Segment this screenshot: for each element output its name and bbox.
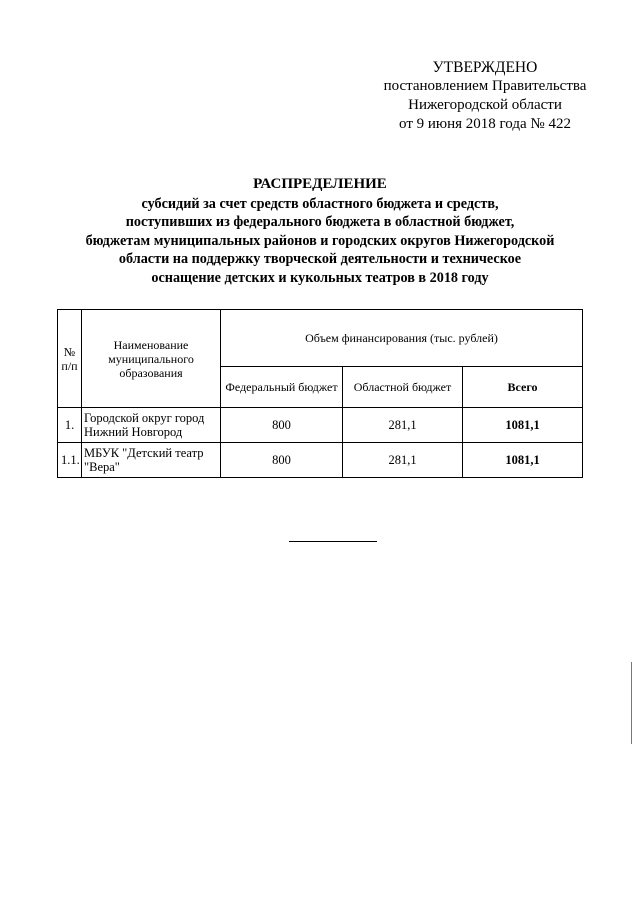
row-num: 1.	[58, 408, 82, 443]
header-funding: Объем финансирования (тыс. рублей)	[221, 310, 583, 367]
subtitle-line-2: поступивших из федерального бюджета в областной бюджет,	[125, 214, 515, 230]
row-federal: 800	[221, 443, 343, 478]
row-name: Городской округ город Нижний Новгород	[82, 408, 221, 443]
approval-heading: УТВЕРЖДЕНО	[432, 59, 538, 76]
header-regional: Областной бюджет	[343, 367, 463, 408]
subtitle-line-5: оснащение детских и кукольных театров в 2018 году	[151, 269, 489, 286]
row-name: МБУК "Детский театр "Вера"	[82, 443, 221, 478]
header-total: Всего	[463, 367, 583, 408]
row-regional: 281,1	[343, 408, 463, 443]
subtitle-line-3: бюджетам муниципальных районов и городских округов Нижегородской	[85, 232, 555, 249]
distribution-table	[57, 309, 583, 478]
document-title-block	[60, 175, 580, 287]
header-num: № п/п	[58, 310, 82, 408]
approval-line-1: постановлением Правительства	[383, 78, 587, 94]
row-num: 1.1.	[58, 443, 82, 478]
document-title: РАСПРЕДЕЛЕНИЕ	[253, 176, 387, 192]
row-total: 1081,1	[463, 443, 583, 478]
closing-rule	[289, 541, 377, 542]
approval-line-3: от 9 июня 2018 года № 422	[399, 116, 571, 132]
approval-line-2: Нижегородской области	[408, 97, 562, 113]
table-row	[58, 443, 583, 478]
row-regional: 281,1	[343, 443, 463, 478]
subtitle-line-4: области на поддержку творческой деятельности и техническое	[118, 251, 522, 267]
row-total: 1081,1	[463, 408, 583, 443]
approval-stamp	[360, 58, 610, 134]
header-federal: Федеральный бюджет	[221, 367, 343, 408]
table-row	[58, 408, 583, 443]
subtitle-line-1: субсидий за счет средств областного бюджета и средств,	[141, 195, 499, 212]
header-name: Наименование муниципального образования	[82, 310, 221, 408]
scan-edge-mark	[631, 662, 632, 744]
row-federal: 800	[221, 408, 343, 443]
